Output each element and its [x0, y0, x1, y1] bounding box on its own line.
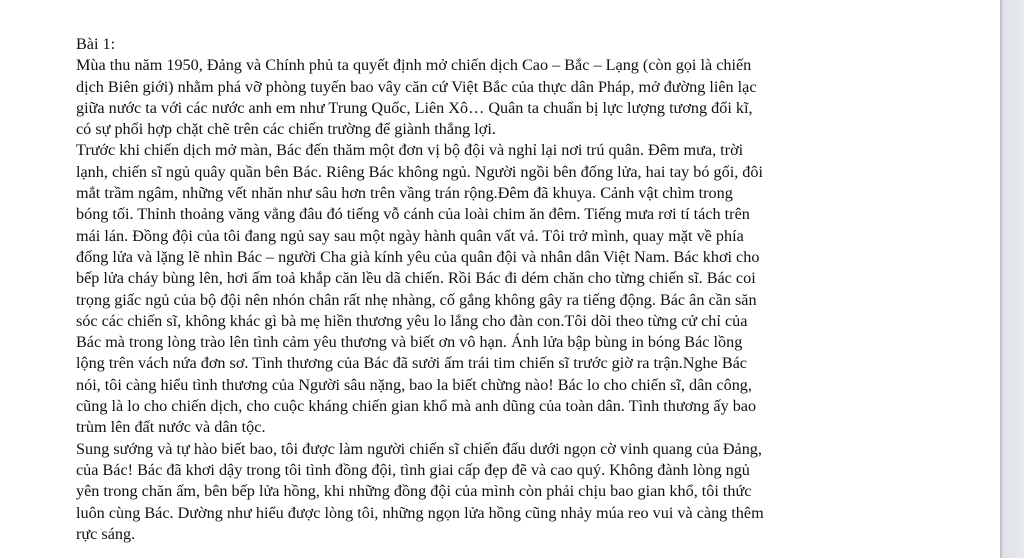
text-line: của Bác! Bác đã khơi dậy trong tôi tình đồng đội, tình giai cấp đẹp đẽ và cao quý. Không đành lòng ngủ — [76, 460, 750, 479]
text-line: lộng trên vách nứa đơn sơ. Tình thương của Bác đã sưởi ấm trái tim chiến sĩ trước giờ ra trận.Nghe Bác — [76, 354, 747, 373]
text-line: cũng là lo cho chiến dịch, cho cuộc kháng chiến gian khổ mà anh dũng của toàn dân. Tình thương ấy bao — [76, 397, 757, 416]
text-line: mái lán. Đồng đội của tôi đang ngủ say sau một ngày hành quân vất vả. Tôi trở mình, quay mặt về phía — [76, 226, 744, 245]
text-line: Sung sướng và tự hào biết bao, tôi được làm người chiến sĩ chiến đấu dưới ngọn cờ vinh quang của Đảng, — [76, 439, 762, 458]
scrollbar-gutter[interactable] — [1000, 0, 1024, 558]
text-line: bếp lửa cháy bùng lên, hơi ấm toả khắp căn lều dã chiến. Rồi Bác đi dém chăn cho từng chiến sĩ. Bác coi — [76, 269, 756, 288]
text-line: trọng giấc ngủ của bộ đội nên nhón chân rất nhẹ nhàng, cố gắng không gây ra tiếng động. Bác ân cần săn — [76, 290, 757, 309]
text-line: đống lửa và lặng lẽ nhìn Bác – người Cha già kính yêu của quân đội và nhân dân Việt Nam. Bác khơi cho — [76, 247, 760, 266]
text-line: nói, tôi càng hiểu tình thương của Người sâu nặng, bao la biết chừng nào! Bác lo cho chiến sĩ, dân công, — [76, 375, 752, 394]
text-line: sóc các chiến sĩ, không khác gì bà mẹ hiền thương yêu lo lắng cho đàn con.Tôi dõi theo từng cử chỉ của — [76, 311, 748, 330]
text-line: trùm lên đất nước và dân tộc. — [76, 418, 266, 437]
text-line: dịch Biên giới) nhằm phá vỡ phòng tuyến bao vây căn cứ Việt Bắc của thực dân Pháp, mở đường liên lạc — [76, 77, 757, 96]
text-line: Bác mà trong lòng trào lên tình cảm yêu thương và biết ơn vô hạn. Ánh lửa bập bùng in bóng Bác lồng — [76, 333, 743, 352]
text-line: Trước khi chiến dịch mở màn, Bác đến thăm một đơn vị bộ đội và nghỉ lại nơi trú quân. Đêm mưa, trời — [76, 141, 744, 160]
text-line: luôn cùng Bác. Dường như hiểu được lòng tôi, những ngọn lửa hồng cũng nhảy múa reo vui và càng thêm — [76, 503, 764, 522]
document-body — [76, 34, 896, 545]
text-line: giữa nước ta với các nước anh em như Trung Quốc, Liên Xô… Quân ta chuẩn bị lực lượng tương đối kĩ, — [76, 98, 753, 117]
text-line: mắt trầm ngâm, những vết nhăn như sâu hơn trên vầng trán rộng.Đêm đã khuya. Cảnh vật chìm trong — [76, 184, 733, 203]
text-line: có sự phối hợp chặt chẽ trên các chiến trường để giành thắng lợi. — [76, 120, 496, 139]
text-line: rực sáng. — [76, 524, 136, 543]
text-line: bóng tối. Thỉnh thoảng văng vẳng đâu đó tiếng vỗ cánh của loài chim ăn đêm. Tiếng mưa rơi tí tách trên — [76, 205, 750, 224]
text-line: lạnh, chiến sĩ ngủ quây quần bên Bác. Riêng Bác không ngủ. Người ngồi bên đống lửa, hai tay bó gối, đôi — [76, 162, 763, 181]
document-heading: Bài 1: — [76, 35, 116, 53]
text-line: Mùa thu năm 1950, Đảng và Chính phủ ta quyết định mở chiến dịch Cao – Bắc – Lạng (còn gọi là chiến — [76, 56, 752, 75]
text-line: yên trong chăn ấm, bên bếp lửa hồng, khi những đồng đội của mình còn phải chịu bao gian khổ, tôi thức — [76, 482, 752, 501]
